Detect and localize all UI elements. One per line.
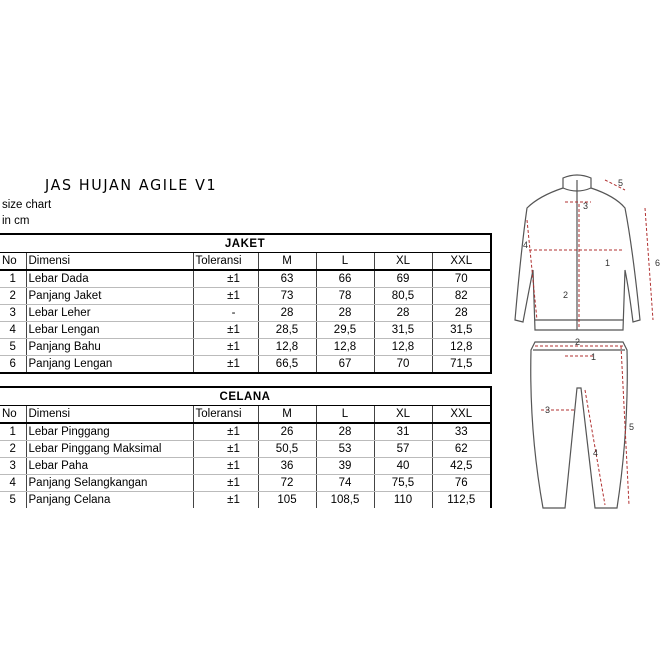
- jaket-section-header: [0, 234, 491, 253]
- unit-label: in cm: [2, 215, 30, 227]
- column-header-xxl: XXL: [432, 406, 491, 424]
- size-l-value: 29,5: [316, 322, 374, 339]
- row-number: 6: [0, 356, 26, 374]
- jaket-column-headers: [0, 253, 491, 271]
- size-xxl-value: 71,5: [432, 356, 491, 374]
- celana-column-headers: [0, 406, 491, 424]
- size-xl-value: 110: [374, 492, 432, 509]
- table-row: [0, 322, 491, 339]
- table-row: [0, 475, 491, 492]
- subtitle: size chart: [2, 199, 52, 211]
- size-xxl-value: 70: [432, 270, 491, 288]
- tolerance-value: -: [193, 305, 258, 322]
- size-m-value: 26: [258, 423, 316, 441]
- size-l-value: 28: [316, 423, 374, 441]
- size-xxl-value: 42,5: [432, 458, 491, 475]
- size-m-value: 28,5: [258, 322, 316, 339]
- column-header-l: L: [316, 406, 374, 424]
- garment-illustration: [505, 170, 670, 515]
- celana-section-header: [0, 387, 491, 406]
- size-m-value: 12,8: [258, 339, 316, 356]
- celana-table-viewport: [0, 386, 495, 508]
- table-row: [0, 492, 491, 509]
- column-header-no: No: [0, 406, 26, 424]
- column-header-dimensi: Dimensi: [26, 406, 193, 424]
- size-xxl-value: 28: [432, 305, 491, 322]
- table-row: [0, 458, 491, 475]
- jacket-drawing: [515, 175, 640, 330]
- row-number: 2: [0, 441, 26, 458]
- table-row: [0, 423, 491, 441]
- dimension-name: Lebar Pinggang Maksimal: [26, 441, 193, 458]
- size-xl-value: 80,5: [374, 288, 432, 305]
- celana-section-label: CELANA: [0, 387, 491, 406]
- size-xl-value: 40: [374, 458, 432, 475]
- size-xxl-value: 12,8: [432, 339, 491, 356]
- dimension-name: Lebar Dada: [26, 270, 193, 288]
- table-row: [0, 356, 491, 374]
- pants-marker-3: 3: [545, 405, 551, 415]
- dimension-name: Lebar Paha: [26, 458, 193, 475]
- size-xl-value: 75,5: [374, 475, 432, 492]
- size-m-value: 73: [258, 288, 316, 305]
- pants-marker-2: 2: [575, 337, 581, 347]
- jacket-marker-4: 4: [523, 240, 529, 250]
- size-xl-value: 31,5: [374, 322, 432, 339]
- dimension-name: Panjang Lengan: [26, 356, 193, 374]
- jacket-marker-1: 1: [605, 258, 611, 268]
- table-row: [0, 441, 491, 458]
- column-header-no: No: [0, 253, 26, 271]
- size-l-value: 78: [316, 288, 374, 305]
- size-l-value: 67: [316, 356, 374, 374]
- size-xxl-value: 76: [432, 475, 491, 492]
- size-m-value: 36: [258, 458, 316, 475]
- row-number: 1: [0, 270, 26, 288]
- size-l-value: 53: [316, 441, 374, 458]
- row-number: 1: [0, 423, 26, 441]
- dimension-name: Panjang Bahu: [26, 339, 193, 356]
- size-l-value: 66: [316, 270, 374, 288]
- table-row: [0, 339, 491, 356]
- size-xl-value: 31: [374, 423, 432, 441]
- table-row: [0, 288, 491, 305]
- table-row: [0, 270, 491, 288]
- size-l-value: 108,5: [316, 492, 374, 509]
- column-header-xl: XL: [374, 253, 432, 271]
- pants-marker-1: 1: [591, 352, 597, 362]
- size-xl-value: 28: [374, 305, 432, 322]
- size-xl-value: 70: [374, 356, 432, 374]
- size-xxl-value: 62: [432, 441, 491, 458]
- column-header-toleransi: Toleransi: [193, 406, 258, 424]
- tolerance-value: ±1: [193, 441, 258, 458]
- column-header-xl: XL: [374, 406, 432, 424]
- row-number: 3: [0, 458, 26, 475]
- column-header-toleransi: Toleransi: [193, 253, 258, 271]
- size-m-value: 63: [258, 270, 316, 288]
- tolerance-value: ±1: [193, 458, 258, 475]
- pants-marker-4: 4: [593, 448, 599, 458]
- size-l-value: 28: [316, 305, 374, 322]
- row-number: 5: [0, 492, 26, 509]
- size-m-value: 28: [258, 305, 316, 322]
- size-l-value: 12,8: [316, 339, 374, 356]
- size-xxl-value: 33: [432, 423, 491, 441]
- page-title: JAS HUJAN AGILE V1: [45, 176, 218, 194]
- dimension-name: Lebar Lengan: [26, 322, 193, 339]
- size-xl-value: 69: [374, 270, 432, 288]
- dimension-name: Panjang Jaket: [26, 288, 193, 305]
- dimension-name: Lebar Pinggang: [26, 423, 193, 441]
- size-m-value: 66,5: [258, 356, 316, 374]
- size-xxl-value: 82: [432, 288, 491, 305]
- row-number: 4: [0, 475, 26, 492]
- size-l-value: 74: [316, 475, 374, 492]
- tolerance-value: ±1: [193, 356, 258, 374]
- size-m-value: 50,5: [258, 441, 316, 458]
- size-xxl-value: 31,5: [432, 322, 491, 339]
- pants-drawing: [531, 342, 628, 508]
- column-header-l: L: [316, 253, 374, 271]
- column-header-m: M: [258, 253, 316, 271]
- row-number: 3: [0, 305, 26, 322]
- dimension-name: Panjang Celana: [26, 492, 193, 509]
- tolerance-value: ±1: [193, 270, 258, 288]
- jacket-marker-6: 6: [655, 258, 661, 268]
- jaket-section-label: JAKET: [0, 234, 491, 253]
- dimension-name: Lebar Leher: [26, 305, 193, 322]
- tolerance-value: ±1: [193, 423, 258, 441]
- celana-size-table: [0, 386, 492, 508]
- table-row: [0, 305, 491, 322]
- size-m-value: 105: [258, 492, 316, 509]
- tolerance-value: ±1: [193, 339, 258, 356]
- tolerance-value: ±1: [193, 322, 258, 339]
- tolerance-value: ±1: [193, 288, 258, 305]
- jacket-marker-3: 3: [583, 201, 589, 211]
- pants-marker-5: 5: [629, 422, 635, 432]
- row-number: 2: [0, 288, 26, 305]
- row-number: 5: [0, 339, 26, 356]
- column-header-xxl: XXL: [432, 253, 491, 271]
- size-xl-value: 57: [374, 441, 432, 458]
- size-l-value: 39: [316, 458, 374, 475]
- jacket-marker-2: 2: [563, 290, 569, 300]
- column-header-m: M: [258, 406, 316, 424]
- row-number: 4: [0, 322, 26, 339]
- size-xl-value: 12,8: [374, 339, 432, 356]
- column-header-dimensi: Dimensi: [26, 253, 193, 271]
- tolerance-value: ±1: [193, 475, 258, 492]
- dimension-name: Panjang Selangkangan: [26, 475, 193, 492]
- size-xxl-value: 112,5: [432, 492, 491, 509]
- size-m-value: 72: [258, 475, 316, 492]
- jaket-size-table: [0, 233, 492, 374]
- jacket-marker-5: 5: [618, 178, 624, 188]
- tolerance-value: ±1: [193, 492, 258, 509]
